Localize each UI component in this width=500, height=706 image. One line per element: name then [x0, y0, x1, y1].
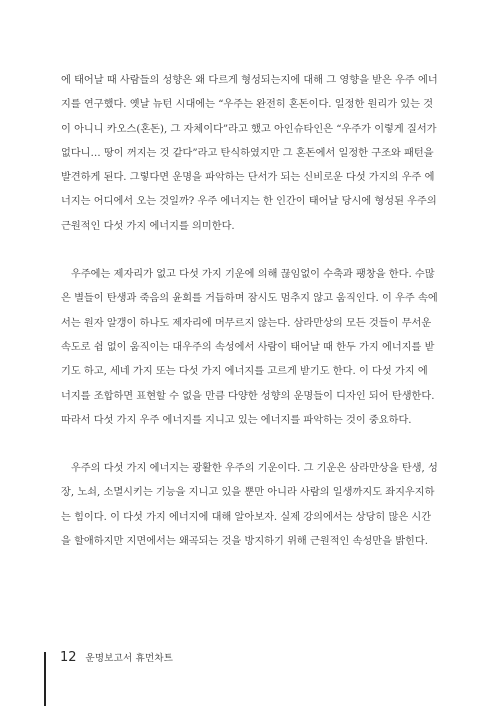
page-footer: [60, 650, 173, 665]
page-number: 12: [60, 650, 77, 665]
text-line: 는 힘이다. 이 다섯 가지 에너지에 대해 알아보자. 실제 강의에서는 상당히 많은 시간: [61, 511, 432, 523]
text-line: 에 태어날 때 사람들의 성향은 왜 다르게 형성되는지에 대해 그 영향을 받은 우주 에너: [61, 75, 438, 86]
text-line: 을 할애하지만 지면에서는 왜곡되는 것을 방지하기 위해 근원적인 속성만을 밝힌다.: [61, 536, 428, 548]
text-line: 우주에는 제자리가 없고 다섯 가지 기운에 의해 끊임없이 수축과 팽창을 한다. 수많: [71, 269, 435, 281]
paragraph-2: [61, 263, 443, 433]
text-line: 장, 노쇠, 소멸시키는 기능을 지니고 있을 뿐만 아니라 사람의 일생까지도 좌지우지하: [61, 487, 435, 499]
text-line: 너지는 어디에서 오는 것일까? 우주 에너지는 한 인간이 태어날 당시에 형성된 우주의: [61, 196, 437, 208]
text-line: 속도로 쉼 없이 움직이는 대우주의 속성에서 사람이 태어날 때 한두 가지 에너지를 받: [61, 341, 435, 353]
text-line: 서는 원자 알갱이 하나도 제자리에 머무르지 않는다. 삼라만상의 모든 것들이 무서운: [61, 317, 432, 329]
text-line: 지를 연구했다. 옛날 뉴턴 시대에는 “우주는 완전히 혼돈이다. 일정한 원리가 있는 것: [61, 99, 434, 111]
text-line: 따라서 다섯 가지 우주 에너지를 지니고 있는 에너지를 파악하는 것이 중요하다.: [61, 414, 412, 426]
paragraph-3: [61, 457, 443, 554]
paragraph-1: [61, 69, 443, 239]
text-line: 은 별들이 탄생과 죽음의 윤회를 거듭하며 잠시도 멈추지 않고 움직인다. 이 우주 속에: [61, 293, 438, 305]
running-title: 운명보고서 휴먼차트: [85, 653, 174, 664]
text-line: 너지를 조합하면 표현할 수 없을 만큼 다양한 성향의 운명들이 디자인 되어 탄생한다.: [61, 390, 435, 402]
margin-rule: [44, 652, 46, 706]
paragraph-spacer: [61, 239, 443, 263]
text-line: 발견하게 된다. 그렇다면 운명을 파악하는 단서가 되는 신비로운 다섯 가지의 우주 에: [61, 172, 435, 184]
text-line: 이 아니니 카오스(혼돈), 그 자체이다”라고 했고 아인슈타인은 “우주가 이렇게 질서가: [61, 123, 437, 135]
paragraph-spacer: [61, 433, 443, 457]
text-line: 기도 하고, 세네 가지 또는 다섯 가지 에너지를 고르게 받기도 한다. 이 다섯 가지 에: [61, 366, 428, 378]
text-line: 근원적인 다섯 가지 에너지를 의미한다.: [61, 220, 235, 232]
text-line: 없다니… 땅이 꺼지는 것 같다”라고 탄식하였지만 그 혼돈에서 일정한 구조와 패턴을: [61, 147, 434, 159]
body-text: [61, 69, 443, 554]
text-line: 우주의 다섯 가지 에너지는 광활한 우주의 기운이다. 그 기운은 삼라만상을 탄생, 성: [71, 463, 438, 475]
